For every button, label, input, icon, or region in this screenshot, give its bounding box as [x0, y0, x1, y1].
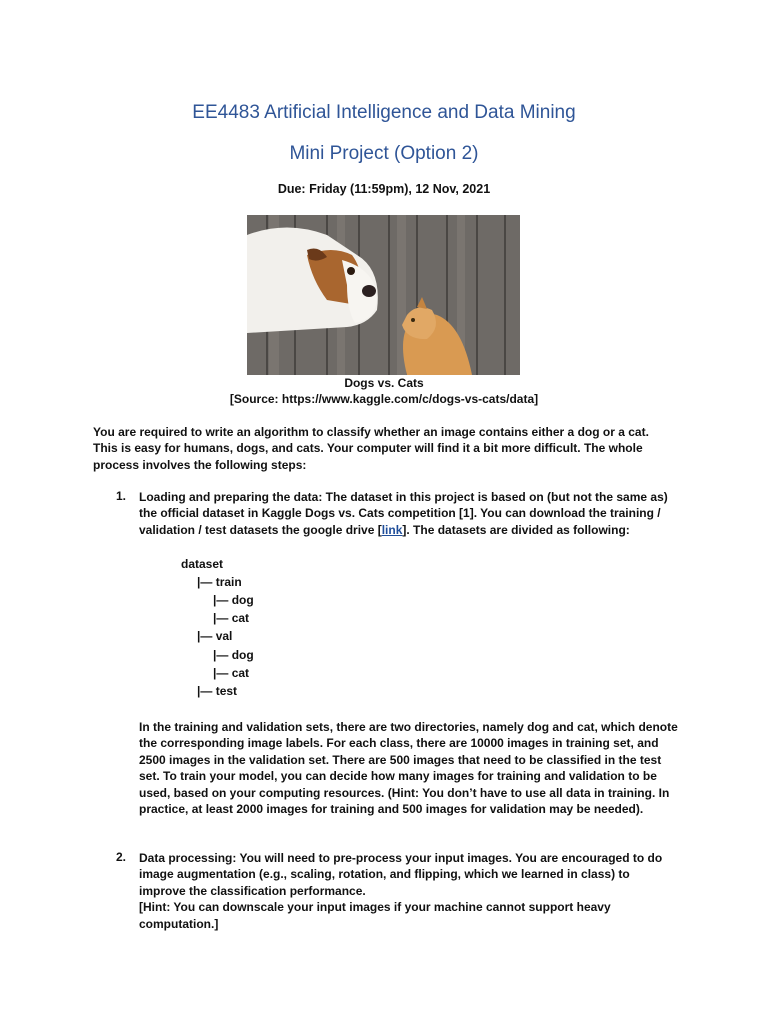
tree-dataset: dataset [181, 557, 224, 571]
item-1-body-end: ]. The datasets are divided as following: [402, 522, 630, 537]
item-2-heading: Data processing: [139, 851, 237, 865]
figure-source: [Source: https://www.kaggle.com/c/dogs-vs-cats/data] [229, 392, 539, 406]
figure-caption: Dogs vs. Cats [344, 376, 424, 390]
item-1-heading: Loading and preparing the data: [139, 490, 323, 504]
document-title: EE4483 Artificial Intelligence and Data Mining [192, 102, 576, 123]
tree-train-dog: |— dog [213, 593, 254, 607]
tree-val: |— val [197, 629, 233, 643]
intro-paragraph: You are required to write an algorithm to classify whether an image contains either a dog or a cat. This is easy for humans, dogs, and cats. Your computer will find it a bit more difficult. The whole process involves the following steps: [93, 425, 649, 472]
item-2-text [139, 850, 679, 932]
due-date: Due: Friday (11:59pm), 12 Nov, 2021 [277, 182, 491, 196]
item-2-body: You will need to pre-process your input images. You are encouraged to do image augmentation (e.g., scaling, rotation, and flipping, which we learned in class) to improve the classification performance. [139, 851, 663, 898]
drive-link[interactable]: link [381, 522, 403, 537]
tree-val-cat: |— cat [213, 666, 250, 680]
document-subtitle: Mini Project (Option 2) [289, 143, 479, 164]
tree-train-cat: |— cat [213, 611, 250, 625]
item-1-paragraph: In the training and validation sets, there are two directories, namely dog and cat, which denote the corresponding image labels. For each class, there are 10000 images in training set, and 2500 images in the validation set. There are 500 images that need to be classified in the test set. To train your model, you can decide how many images for training and validation to be used, based on your computing resources. (Hint: You don’t have to use all data in training. In practice, at least 2000 images for training and 500 images for validation may be needed). [139, 720, 678, 817]
item-2-hint: [Hint: You can downscale your input images if your machine cannot support heavy computation.] [139, 900, 611, 931]
item-1-body: The dataset in this project is based on (but not the same as) the official dataset in Kaggle Dogs vs. Cats competition [1]. You can download the training / validation / test datasets the google drive [ [139, 490, 668, 537]
item-1-text [139, 489, 679, 538]
tree-train: |— train [197, 575, 242, 589]
item-2-number: 2. [116, 850, 127, 864]
tree-test: |— test [197, 684, 238, 698]
tree-val-dog: |— dog [213, 648, 254, 662]
dogs-vs-cats-photo [247, 215, 520, 375]
item-1-number: 1. [116, 489, 127, 503]
